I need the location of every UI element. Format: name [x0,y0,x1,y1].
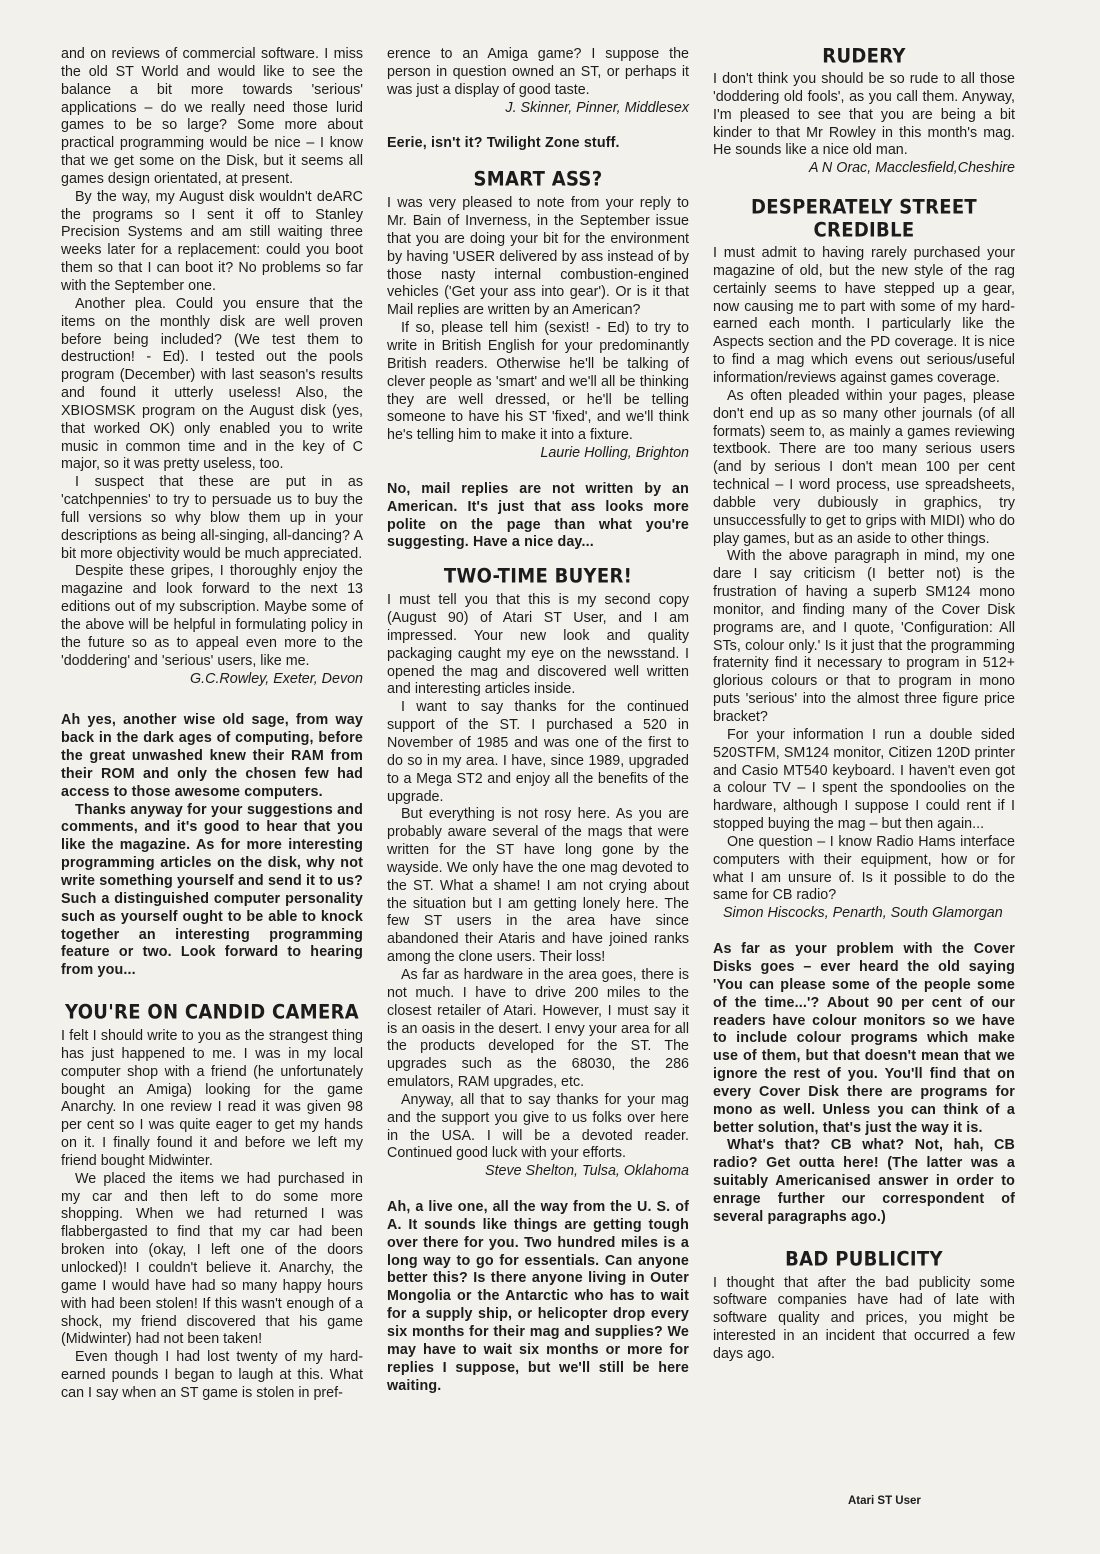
letter-paragraph: Another plea. Could you ensure that the items on the monthly disk are well proven before being included? (We test them to destruction! - Ed). I tested out the pools program (December) with last season's results and found it utterly useless! Also, the XBIOSMSK program on the August disk (yes, that worked OK) only enabled you to write music in common time and in the key of C major, so it was pretty useless, too. [61,295,363,473]
page-footer: Atari ST User [848,1495,921,1507]
editor-reply: Ah, a live one, all the way from the U. S. of A. It sounds like things are getting tough over there for you. Two hundred miles is a long way to go for essentials. Can anyone better this? Is there anyone living in Outer Mongolia or the Antarctic who has to wait for a supply ship, or helicopter drop every six months for their mag and supplies? We may have to wait six months or more for replies I suppose, but we'll still be here waiting. [387,1199,689,1394]
letter-paragraph: As far as hardware in the area goes, there is not much. I have to drive 200 miles to the closest retailer of Atari. However, I must say it is an oasis in the desert. I envy your area for all the products developed for the ST. The upgrades such as the 68030, the 286 emulators, RAM upgrades, etc. [387,966,689,1091]
section-heading: YOU'RE ON CANDID CAMERA [65,1001,359,1024]
column-right [713,46,1015,1364]
letter-signature: J. Skinner, Pinner, Middlesex [505,99,689,116]
letter-paragraph: If so, please tell him (sexist! - Ed) to try to write in British English for your predominantly British readers. Otherwise he'll be talking of clever people as 'smart' and we'll all be thinking they are well dressed, or he'll be telling someone to have his ST 'fixed', and we'll think he's telling him to make it into a fixture. [387,320,689,444]
letter-paragraph: I must admit to having rarely purchased your magazine of old, but the new style of the rag certainly seems to have stepped up a gear, now causing me to part with some of my hard-earned each month. I particularly like the Aspects section and the PD coverage. It is nice to find a mag which evens out serious/useful information/reviews against games coverage. [713,245,1015,386]
letter-paragraph: I felt I should write to you as the strangest thing has just happened to me. I was in my local computer shop with a friend (he unfortunately bought an Amiga) looking for the game Anarchy. In one review I read it was given 98 per cent so I was quite eager to get my hands on it. I finally found it and before we left my friend bought Midwinter. [61,1028,363,1169]
letter-signature: Simon Hiscocks, Penarth, South Glamorgan [723,905,1003,922]
letter-paragraph: I was very pleased to note from your reply to Mr. Bain of Inverness, in the September issue that you are doing your bit for the environment by having 'USER delivered by ass instead of by those nasty internal combustion-engined vehicles ('Get your ass into gear'). Or is it that Mail replies are written by an American? [387,195,689,319]
letter-paragraph: For your information I run a double sided 520STFM, SM124 monitor, Citizen 120D printer and Casio MT540 keyboard. I haven't even got a colour TV – I spent the spondoolies on the hardware, although I suppose I could rent if I stopped buying the mag – but then again... [713,726,1015,833]
letter-paragraph: I don't think you should be so rude to all those 'doddering old fools', as you call them. Anyway, I'm pleased to see that you are being a bit kinder to that Mr Rowley in this month's mag. He sounds like a nice old man. [713,71,1015,159]
section-heading: SMART ASS? [473,168,603,192]
letter-paragraph: I want to say thanks for the continued support of the ST. I purchased a 520 in November of 1985 and was one of the first to do so in my area. I have, since 1989, upgraded to a Mega ST2 and enjoy all the benefits of the upgrade. [387,699,689,805]
editor-reply: What's that? CB what? Not, hah, CB radio? Get outta here! (The latter was a suitably Americanised answer in order to enrage further our correspondent of several paragraphs ago.) [713,1137,1015,1225]
section-heading: RUDERY [822,45,906,68]
letter-paragraph: One question – I know Radio Hams interface computers with their equipment, how or for what I am unsure of. Is it possible to do the same for CB radio? [713,833,1015,904]
letter-paragraph: But everything is not rosy here. As you are probably aware several of the mags that were written for the ST have long gone by the wayside. We only have the one mag devoted to the ST. What a shame! I am not crying about the situation but I am getting lonely here. The few ST users in the area have since abandoned their Ataris and have joined ranks among the clone users. Their loss! [387,806,689,966]
column-middle [387,46,689,1395]
letter-paragraph: and on reviews of commercial software. I miss the old ST World and would like to see the balance a bit more towards 'serious' applications – do we really need those lurid games to be so large? Some more about practical programming would be nice – I know that we get some on the Disk, but it seems all games design orientated, at present. [61,46,363,187]
letter-paragraph: I suspect that these are put in as 'catchpennies' to try to persuade us to buy the full versions so why blow them up in your descriptions as being all-singing, all-dancing? A bit more objectivity would be much appreciated. [61,474,363,562]
letter-signature: Laurie Holling, Brighton [540,445,689,462]
letter-signature: G.C.Rowley, Exeter, Devon [190,670,363,687]
section-heading: TWO-TIME BUYER! [443,565,633,589]
section-heading: DESPERATELY STREET CREDIBLE [751,196,977,242]
column-left [61,46,363,1403]
letter-signature: Steve Shelton, Tulsa, Oklahoma [485,1163,689,1180]
letter-signature: A N Orac, Macclesfield,Cheshire [808,160,1015,177]
editor-reply: Ah yes, another wise old sage, from way back in the dark ages of computing, before the great unwashed knew their RAM from their ROM and only the chosen few had access to those awesome computers. [61,712,363,800]
editor-reply: Thanks anyway for your suggestions and comments, and it's good to hear that you like the magazine. As for more interesting programming articles on the disk, why not write something yourself and send it to us? Such a distinguished computer personality such as yourself ought to be able to knock together an interesting programming feature or two. Look forward to hearing from you... [61,801,363,979]
letter-paragraph: Anyway, all that to say thanks for your mag and the support you give to us folks over here in the USA. I will be a devoted reader. Continued good luck with your efforts. [387,1091,689,1162]
letter-paragraph: With the above paragraph in mind, my one dare I say criticism (I better not) is the frustration of having a superb SM124 mono monitor, and finding many of the Cover Disk programs are, and I quote, 'Configuration: All STs, colour only.' Is it just that the programming fraternity find it necessary to program in 512+ glorious colours or that to program in mono puts 'serious' into the almost three figure price bracket? [713,548,1015,725]
letter-paragraph: erence to an Amiga game? I suppose the person in question owned an ST, or perhaps it was just a display of good taste. [387,46,689,98]
editor-reply: Eerie, isn't it? Twilight Zone stuff. [387,135,620,152]
letter-paragraph: We placed the items we had purchased in my car and then left to do some more shopping. When we had returned I was flabbergasted to find that my car had been broken into (okay, I left one of the doors unlocked)! I couldn't believe it. Anarchy, the game I would have had so many happy hours with had been stolen! If this wasn't enough of a shock, my friend discovered that his game (Midwinter) had not been taken! [61,1170,363,1348]
section-heading: BAD PUBLICITY [785,1247,943,1271]
letter-paragraph: By the way, my August disk wouldn't deARC the programs so I sent it off to Stanley Precision Systems and am still waiting three weeks later for a replacement: could you boot them so that I can boot it? No problems so far with the September one. [61,188,363,294]
letter-paragraph: As often pleaded within your pages, please don't end up as so many other journals (of all formats) seem to, as mainly a games reviewing textbook. There are too many serious users (and by serious I don't mean 100 per cent technical – I word process, use spreadsheets, dabble very dubiously in graphics, try unsuccessfully to get to grips with MIDI) who do play games, but as an aside to other things. [713,387,1015,547]
letter-paragraph: Even though I had lost twenty of my hard-earned pounds I began to laugh at this. What can I say when an ST game is stolen in pref- [61,1349,363,1401]
letter-paragraph: I thought that after the bad publicity some software companies have had of late with software quality and prices, you might be interested in an incident that occurred a few days ago. [713,1274,1015,1362]
letter-paragraph: Despite these gripes, I thoroughly enjoy the magazine and look forward to the next 13 editions out of my subscription. Maybe some of the above will be helpful in formulating policy in the future so as to appeal even more to the 'doddering' and 'serious' users, like me. [61,563,363,669]
letter-paragraph: I must tell you that this is my second copy (August 90) of Atari ST User, and I am impressed. Your new look and quality packaging caught my eye on the newsstand. I opened the mag and discovered well written and interesting articles inside. [387,592,689,698]
editor-reply: As far as your problem with the Cover Disks goes – ever heard the old saying 'You can please some of the people some of the time...'? About 90 per cent of our readers have colour monitors so we have to include colour programs which make use of them, but that doesn't mean that we ignore the rest of you. You'll find that on every Cover Disk there are programs for mono as well. Unless you can think of a better solution, that's just the way it is. [713,941,1015,1136]
editor-reply: No, mail replies are not written by an American. It's just that ass looks more polite on the page than what you're suggesting. Have a nice day... [387,480,689,551]
